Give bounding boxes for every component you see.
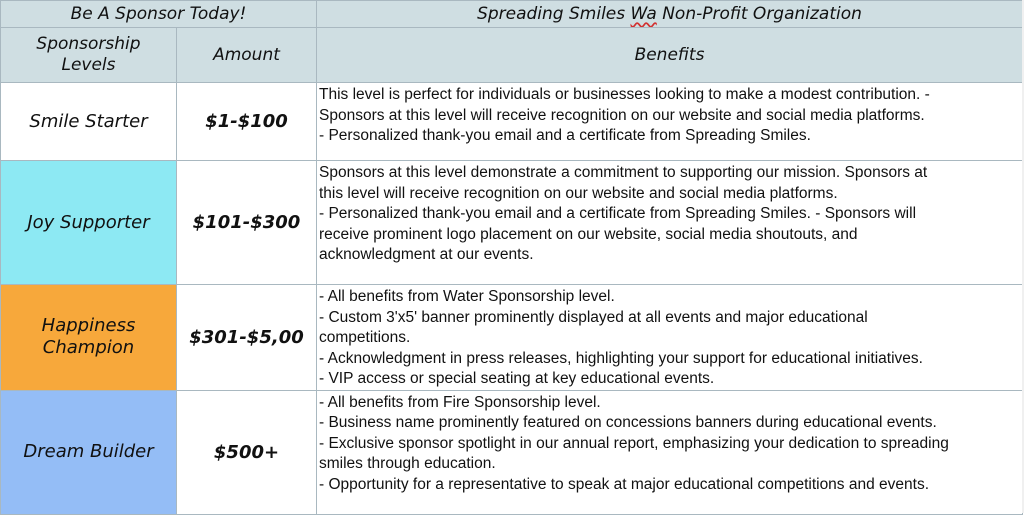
header-levels-line1: Sponsorship (36, 34, 141, 54)
benefit-line: receive prominent logo placement on our website, social media shoutouts, and (319, 225, 858, 243)
amount-value: $1-$100 (205, 111, 288, 132)
benefit-line: - VIP access or special seating at key educational events. (319, 370, 715, 387)
header-benefits-label: Benefits (634, 44, 705, 65)
header-benefits[interactable] (317, 28, 1023, 83)
benefits-cell[interactable] (317, 161, 1023, 285)
benefit-line: this level will receive recognition on our website and social media platforms. (319, 184, 838, 202)
level-name: Joy Supporter (27, 211, 150, 233)
table-row (1, 285, 1023, 391)
benefit-line: - Acknowledgment in press releases, highlighting your support for educational initiatives. (319, 349, 923, 367)
organization-title-suffix: Non-Profit Organization (656, 4, 862, 24)
level-name: Smile Starter (29, 110, 148, 132)
level-name-line2: Champion (42, 337, 135, 359)
sponsor-title: Be A Sponsor Today! (70, 4, 247, 24)
title-row (1, 1, 1023, 28)
benefit-line: - All benefits from Fire Sponsorship level. (319, 393, 601, 411)
sponsor-title-cell[interactable] (1, 1, 317, 28)
level-cell-dream-builder[interactable] (1, 390, 177, 514)
spellcheck-flagged-word: Wa (630, 4, 657, 24)
benefit-line: This level is perfect for individuals or businesses looking to make a modest contribution. - (319, 86, 930, 103)
amount-cell[interactable] (177, 285, 317, 391)
amount-cell[interactable] (177, 161, 317, 285)
benefit-line: acknowledgment at our events. (319, 246, 534, 263)
benefit-line: - Personalized thank-you email and a certificate from Spreading Smiles. (319, 127, 811, 144)
amount-cell[interactable] (177, 83, 317, 161)
benefit-line: - Personalized thank-you email and a certificate from Spreading Smiles. - Sponsors will (319, 205, 917, 222)
header-amount[interactable] (177, 28, 317, 83)
organization-title-prefix: Spreading Smiles (477, 4, 631, 24)
amount-cell[interactable] (177, 390, 317, 514)
organization-title-cell[interactable] (317, 1, 1023, 28)
benefits-cell[interactable] (317, 285, 1023, 391)
amount-value: $500+ (213, 441, 280, 463)
level-cell-smile-starter[interactable] (1, 83, 177, 161)
amount-value: $301-$5,00 (189, 326, 304, 348)
table-row (1, 83, 1023, 161)
benefit-line: - Exclusive sponsor spotlight in our annual report, emphasizing your dedication to spreading (319, 434, 949, 452)
benefit-line: Sponsors at this level demonstrate a commitment to supporting our mission. Sponsors at (319, 164, 928, 181)
benefit-line: competitions. (319, 329, 411, 346)
header-sponsorship-levels[interactable] (1, 28, 177, 83)
benefits-cell[interactable] (317, 390, 1023, 514)
header-levels-line2: Levels (61, 55, 116, 75)
column-header-row (1, 28, 1023, 83)
benefit-line: smiles through education. (319, 455, 496, 472)
level-name: Happiness (41, 315, 136, 337)
header-amount-label: Amount (213, 44, 280, 65)
benefit-line: - Opportunity for a representative to speak at major educational competitions and events. (319, 475, 930, 493)
level-name: Dream Builder (23, 441, 154, 462)
benefit-line: Sponsors at this level will receive recognition on our website and social media platforms. (319, 106, 925, 124)
benefit-line: - All benefits from Water Sponsorship level. (319, 288, 615, 305)
benefits-cell[interactable] (317, 83, 1023, 161)
level-cell-happiness-champion[interactable] (1, 285, 177, 391)
benefit-line: - Business name prominently featured on concessions banners during educational events. (319, 414, 937, 431)
benefit-line: - Custom 3'x5' banner prominently displayed at all events and major educational (319, 308, 868, 326)
level-cell-joy-supporter[interactable] (1, 161, 177, 285)
amount-value: $101-$300 (192, 212, 301, 233)
table-row (1, 390, 1023, 514)
table-row (1, 161, 1023, 285)
